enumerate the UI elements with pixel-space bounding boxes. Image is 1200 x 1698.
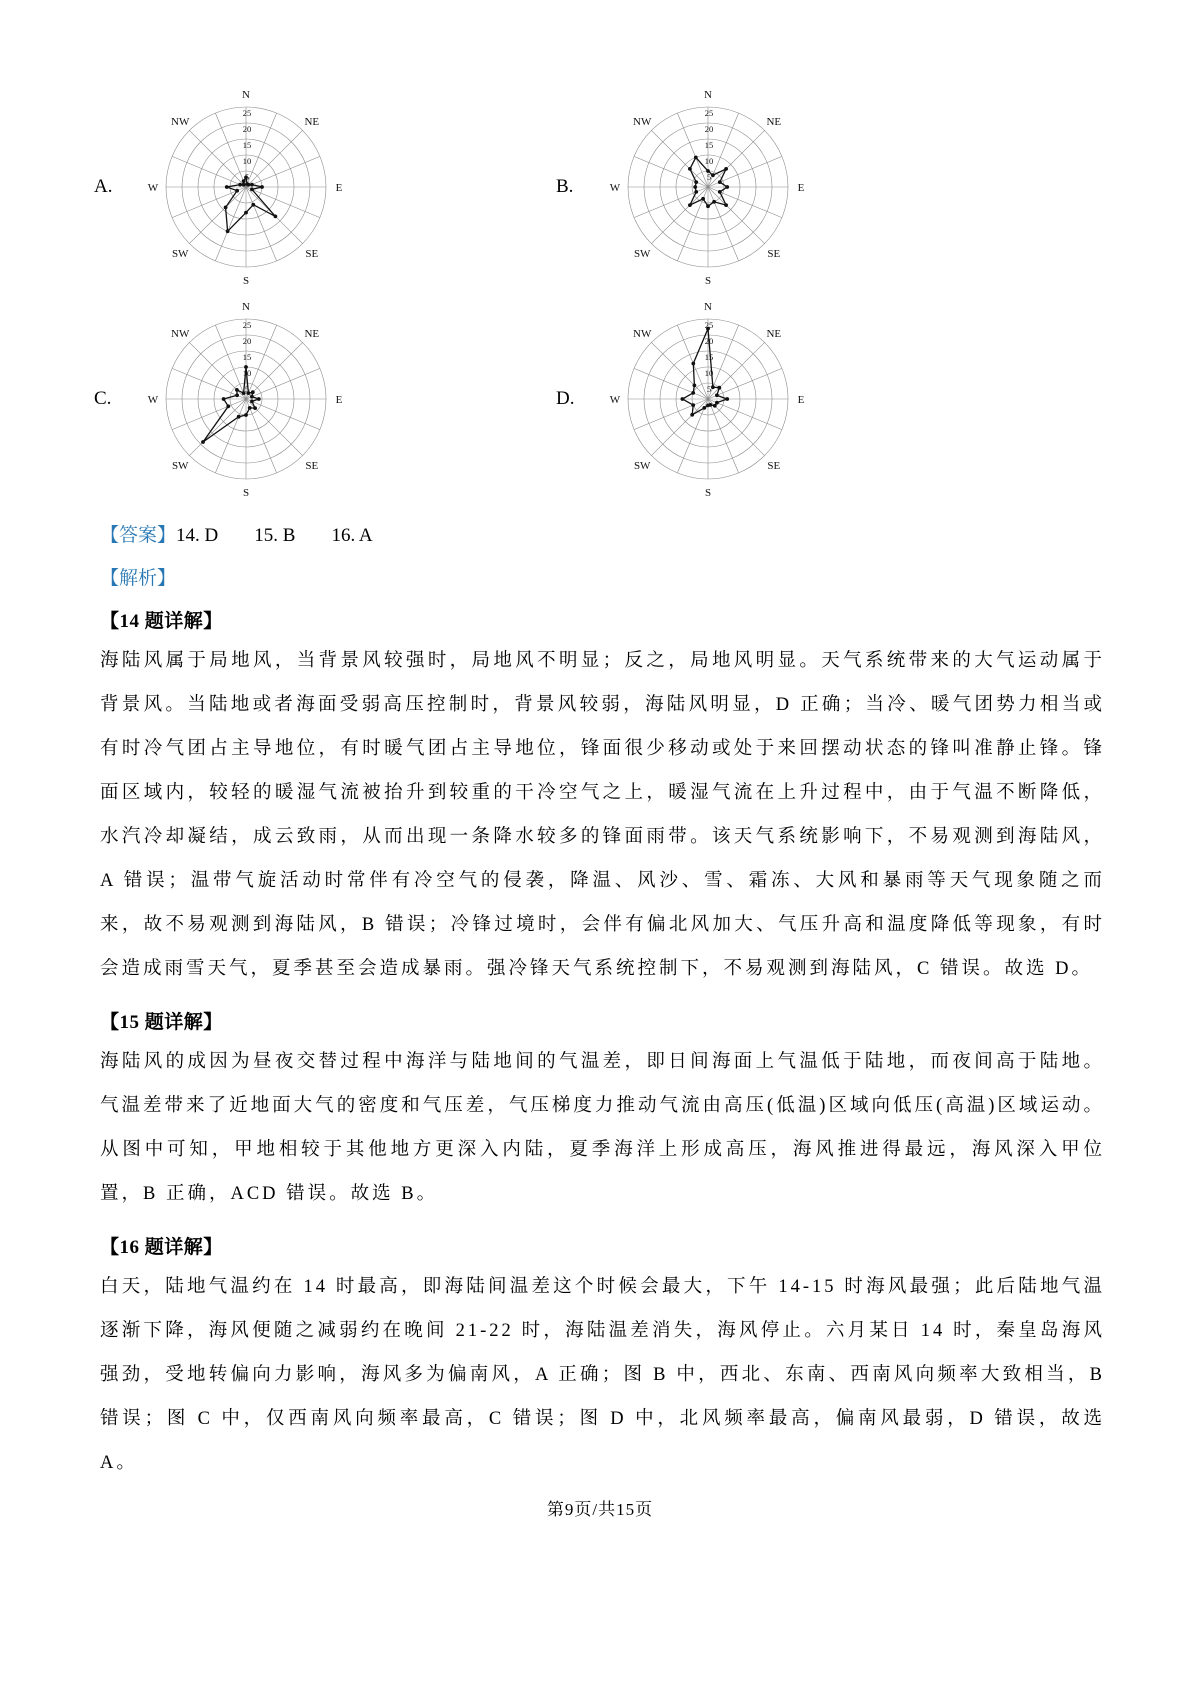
radial-tick-label: 20 bbox=[704, 124, 714, 134]
windrose-chart-B bbox=[590, 86, 820, 288]
radial-tick-label: 25 bbox=[242, 320, 252, 330]
compass-label-NE: NE bbox=[766, 116, 782, 129]
compass-label-NE: NE bbox=[304, 116, 320, 129]
compass-label-N: N bbox=[704, 301, 712, 313]
compass-label-N: N bbox=[242, 301, 250, 313]
radial-tick-label: 5 bbox=[706, 172, 712, 182]
radial-tick-label: 10 bbox=[242, 156, 252, 166]
radial-tick-label: 15 bbox=[242, 140, 252, 150]
windrose-chart-D bbox=[590, 298, 820, 500]
compass-label-SE: SE bbox=[305, 247, 319, 260]
section-14-heading: 【14 题详解】 bbox=[100, 611, 223, 632]
compass-label-S: S bbox=[704, 487, 712, 499]
radial-tick-label: 15 bbox=[242, 352, 252, 362]
compass-label-E: E bbox=[335, 394, 343, 406]
option-letter-A: A. bbox=[94, 176, 113, 197]
compass-label-SW: SW bbox=[171, 247, 189, 260]
radial-tick-label: 10 bbox=[704, 156, 714, 166]
compass-label-NE: NE bbox=[304, 328, 320, 341]
windrose-option-B bbox=[556, 86, 822, 288]
compass-label-S: S bbox=[242, 275, 250, 287]
option-letter-C: C. bbox=[94, 388, 112, 409]
radial-tick-label: 25 bbox=[242, 108, 252, 118]
compass-label-NW: NW bbox=[633, 328, 652, 341]
section-14-body: 海陆风属于局地风，当背景风较强时，局地风不明显；反之，局地风明显。天气系统带来的大气运动属于背景风。当陆地或者海面受弱高压控制时，背景风较弱，海陆风明显，D 正确；当冷、暖气团势力相当或有时冷气团占主导地位，有时暖气团占主导地位，锋面很少移动或处于来回摆动状态的锋叫准静止锋。锋面区域内，较轻的暖湿气流被抬升到较重的干冷空气之上，暖湿气流在上升过程中，由于气温不断降低，水汽冷却凝结，成云致雨，从而出现一条降水较多的锋面雨带。该天气系统影响下，不易观测到海陆风，A 错误；温带气旋活动时常伴有冷空气的侵袭，降温、风沙、雪、霜冻、大风和暴雨等天气现象随之而来，故不易观测到海陆风，B 错误；冷锋过境时，会伴有偏北风加大、气压升高和温度降低等现象，有时会造成雨雪天气，夏季甚至会造成暴雨。强冷锋天气系统控制下，不易观测到海陆风，C 错误。故选 D。 bbox=[100, 651, 1105, 979]
section-15-body: 海陆风的成因为昼夜交替过程中海洋与陆地间的气温差，即日间海面上气温低于陆地，而夜间高于陆地。气温差带来了近地面大气的密度和气压差，气压梯度力推动气流由高压(低温)区域向低压(高温)区域运动。从图中可知，甲地相较于其他地方更深入内陆，夏季海洋上形成高压，海风推进得最远，海风深入甲位置，B 正确，ACD 错误。故选 B。 bbox=[100, 1052, 1105, 1204]
compass-label-E: E bbox=[797, 182, 805, 194]
windrose-options-grid bbox=[0, 0, 1200, 500]
answer-item-16: 16. A bbox=[331, 525, 373, 546]
answer-line bbox=[100, 520, 1105, 547]
section-explain-15 bbox=[100, 1007, 1105, 1216]
radial-tick-label: 5 bbox=[244, 172, 250, 182]
radial-tick-label: 15 bbox=[704, 352, 714, 362]
compass-label-W: W bbox=[147, 182, 159, 194]
section-explain-16 bbox=[100, 1232, 1105, 1485]
compass-label-N: N bbox=[704, 89, 712, 101]
radial-tick-label: 20 bbox=[242, 336, 252, 346]
compass-label-S: S bbox=[704, 275, 712, 287]
radial-tick-label: 20 bbox=[242, 124, 252, 134]
windrose-option-C bbox=[94, 298, 360, 500]
answer-label: 【答案】 bbox=[100, 525, 177, 546]
compass-label-E: E bbox=[335, 182, 343, 194]
radial-tick-label: 20 bbox=[704, 336, 714, 346]
section-15-heading: 【15 题详解】 bbox=[100, 1012, 223, 1033]
compass-label-SW: SW bbox=[633, 459, 651, 472]
windrose-chart-A bbox=[128, 86, 358, 288]
answer-item-14: 14. D bbox=[176, 525, 219, 546]
option-letter-D: D. bbox=[556, 388, 575, 409]
compass-label-SE: SE bbox=[767, 459, 781, 472]
compass-label-SE: SE bbox=[305, 459, 319, 472]
radial-tick-label: 10 bbox=[704, 368, 714, 378]
compass-label-SE: SE bbox=[767, 247, 781, 260]
compass-label-NW: NW bbox=[171, 116, 190, 129]
windrose-option-D bbox=[556, 298, 822, 500]
answer-content bbox=[0, 520, 1200, 1485]
radial-tick-label: 15 bbox=[704, 140, 714, 150]
compass-label-SW: SW bbox=[633, 247, 651, 260]
radial-tick-label: 25 bbox=[704, 108, 714, 118]
windrose-chart-C bbox=[128, 298, 358, 500]
option-letter-B: B. bbox=[556, 176, 574, 197]
compass-label-W: W bbox=[609, 182, 621, 194]
windrose-option-A bbox=[94, 86, 360, 288]
section-16-heading: 【16 题详解】 bbox=[100, 1237, 223, 1258]
analysis-label: 【解析】 bbox=[100, 568, 177, 589]
compass-label-S: S bbox=[242, 487, 250, 499]
radial-tick-label: 5 bbox=[244, 384, 250, 394]
compass-label-SW: SW bbox=[171, 459, 189, 472]
compass-label-NE: NE bbox=[766, 328, 782, 341]
compass-label-E: E bbox=[797, 394, 805, 406]
answer-item-15: 15. B bbox=[254, 525, 296, 546]
compass-label-W: W bbox=[609, 394, 621, 406]
radial-tick-label: 10 bbox=[242, 368, 252, 378]
compass-label-NW: NW bbox=[633, 116, 652, 129]
compass-label-NW: NW bbox=[171, 328, 190, 341]
section-16-body: 白天，陆地气温约在 14 时最高，即海陆间温差这个时候会最大，下午 14-15 时海风最强；此后陆地气温逐渐下降，海风便随之减弱约在晚间 21-22 时，海陆温差消失，海风停止。六月某日 14 时，秦皇岛海风强劲，受地转偏向力影响，海风多为偏南风，A 正确；图 B 中，西北、东南、西南风向频率大致相当，B 错误；图 C 中，仅西南风向频率最高，C 错误；图 D 中，北风频率最高，偏南风最弱，D 错误，故选 A。 bbox=[100, 1277, 1105, 1473]
section-explain-14 bbox=[100, 606, 1105, 991]
compass-label-N: N bbox=[242, 89, 250, 101]
compass-label-W: W bbox=[147, 394, 159, 406]
radial-tick-label: 25 bbox=[704, 320, 714, 330]
radial-tick-label: 5 bbox=[706, 384, 712, 394]
page-footer: 第9页/共15页 bbox=[546, 1500, 654, 1519]
